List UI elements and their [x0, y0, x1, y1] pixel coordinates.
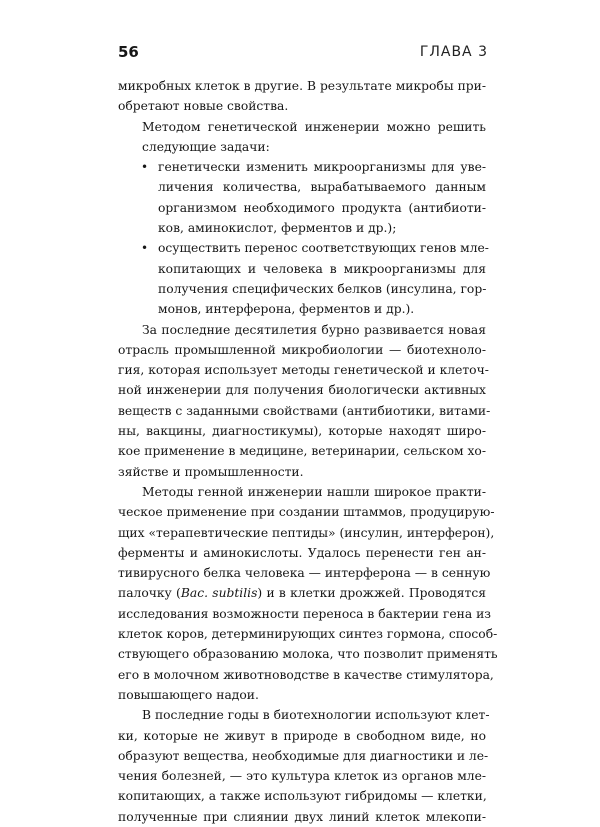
chapter-title: ГЛАВА 3 [419, 44, 488, 60]
page-number: 56 [118, 43, 139, 61]
text-line: следующие задачи: [142, 139, 270, 154]
text-line: исследования возможности переноса в бактерии гена из [118, 606, 491, 621]
species-name: Bac. subtilis [180, 586, 258, 601]
text-line: В последние годы в биотехнологии используют клет- [142, 708, 490, 723]
text-line: монов, интерферона, ферментов и др.). [158, 302, 415, 317]
text-line: обретают новые свойства. [118, 99, 289, 114]
text-line: зяйстве и промышленности. [118, 464, 304, 479]
text-line: образуют вещества, необходимые для диагностики и ле- [118, 748, 489, 763]
text-line: его в молочном животноводстве в качестве стимулятора, [118, 667, 494, 682]
text-line: клеток коров, детерминирующих синтез гормона, способ- [118, 627, 498, 642]
text-line: организмом необходимого продукта (антибиоти- [158, 200, 486, 215]
bullet-icon: • [141, 241, 149, 256]
text-line: осуществить перенос соответствующих генов мле- [158, 241, 489, 256]
bullet-item-line [118, 157, 486, 177]
text-line: гия, которая использует методы генетической и клеточ- [118, 363, 489, 378]
text-line: Методом генетической инженерии можно решить [142, 119, 486, 134]
text-fragment: ) и в клетки дрожжей. Проводятся [257, 586, 487, 601]
bullet-icon: • [141, 160, 149, 175]
text-line [118, 583, 486, 603]
running-header [118, 43, 488, 63]
text-line: повышающего надои. [118, 687, 259, 702]
text-line: ны, вакцины, диагностикумы), которые находят широ- [118, 424, 486, 439]
text-line: ческое применение при создании штаммов, продуцирую- [118, 505, 495, 520]
body-text [118, 76, 498, 827]
text-line: ки, которые не живут в природе в свободном виде, но [118, 728, 486, 743]
text-line: За последние десятилетия бурно развивается новая [142, 322, 486, 337]
text-line: тивирусного белка человека — интерферона — в сенную [118, 566, 491, 581]
text-line: ков, аминокислот, ферментов и др.); [158, 221, 397, 236]
text-line: генетически изменить микроорганизмы для уве- [158, 160, 486, 175]
text-line: ной инженерии для получения биологически активных [118, 383, 486, 398]
text-line: чения болезней, — это культура клеток из органов мле- [118, 769, 486, 784]
text-line: Методы генной инженерии нашли широкое практи- [142, 484, 486, 499]
text-line: ферменты и аминокислоты. Удалось перенести ген ан- [118, 545, 486, 560]
text-line: полученные при слиянии двух линий клеток млекопи- [118, 809, 486, 824]
text-line: отрасль промышленной микробиологии — биотехноло- [118, 342, 486, 357]
text-line: ствующего образованию молока, что позволит применять [118, 647, 498, 662]
text-line: получения специфических белков (инсулина, гор- [158, 281, 487, 296]
bullet-item-line [118, 238, 489, 258]
text-line: копитающих и человека в микроорганизмы для [158, 261, 486, 276]
text-line: микробных клеток в другие. В результате микробы при- [118, 79, 486, 93]
text-line: щих «терапевтические пептиды» (инсулин, интерферон), [118, 525, 495, 540]
text-line: копитающих, а также используют гибридомы — клетки, [118, 789, 487, 804]
text-line: кое применение в медицине, ветеринарии, сельском хо- [118, 444, 486, 459]
text-line: личения количества, вырабатываемого данным [158, 180, 486, 195]
text-fragment: палочку ( [118, 586, 181, 601]
text-line: веществ с заданными свойствами (антибиотики, витами- [118, 403, 491, 418]
